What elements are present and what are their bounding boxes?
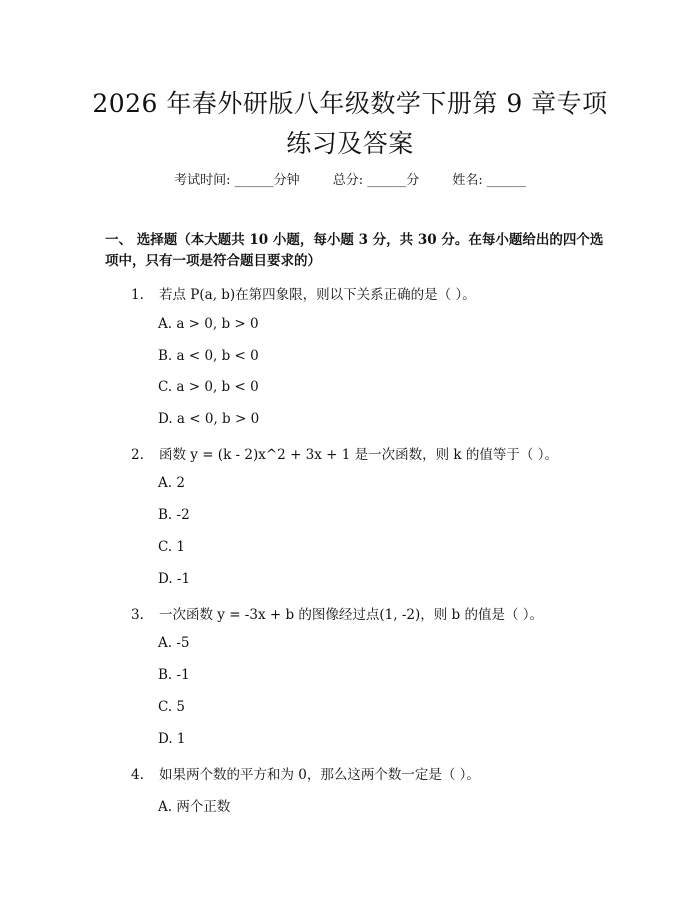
section-heading: 一、 选择题（本大题共 10 小题，每小题 3 分，共 30 分。在每小题给出的四个选项中，只有一项是符合题目要求的） (105, 232, 604, 269)
document-title (70, 84, 630, 164)
question-number: 1. (131, 287, 144, 303)
exam-total-score: 总分: ______分 (332, 173, 420, 188)
question-1-option-b: B. a < 0, b < 0 (158, 348, 259, 364)
question-3-option-a: A. -5 (158, 635, 190, 651)
student-name: 姓名: ______ (452, 173, 526, 188)
question-1-option-c: C. a > 0, b < 0 (158, 379, 259, 395)
question-1 (131, 283, 476, 303)
question-number: 3. (131, 607, 144, 623)
question-text: 一次函数 y = -3x + b 的图像经过点(1, -2)，则 b 的值是（ ）。 (159, 607, 544, 623)
question-1-option-d: D. a < 0, b > 0 (158, 411, 260, 427)
question-2-option-a: A. 2 (158, 475, 185, 491)
question-3 (131, 603, 543, 623)
question-2-option-d: D. -1 (158, 571, 191, 587)
exam-info (0, 169, 700, 188)
question-number: 4. (131, 767, 144, 783)
question-text: 如果两个数的平方和为 0，那么这两个数一定是（ ）。 (159, 767, 480, 783)
question-4-option-a: A. 两个正数 (158, 799, 231, 815)
question-1-option-a: A. a > 0, b > 0 (158, 316, 259, 332)
question-2-option-c: C. 1 (158, 539, 186, 555)
title-line-1: 2026 年春外研版八年级数学下册第 9 章专项 (92, 89, 608, 118)
question-text: 函数 y = (k - 2)x^2 + 3x + 1 是一次函数，则 k 的值等于（ ）。 (159, 447, 558, 463)
question-2 (131, 443, 558, 463)
question-2-option-b: B. -2 (158, 507, 190, 523)
question-text: 若点 P(a, b)在第四象限，则以下关系正确的是（ ）。 (159, 287, 476, 303)
question-3-option-d: D. 1 (158, 731, 186, 747)
question-number: 2. (131, 447, 144, 463)
question-3-option-b: B. -1 (158, 667, 190, 683)
exam-time: 考试时间: ______分钟 (174, 173, 300, 188)
question-4 (131, 763, 480, 783)
title-line-2: 练习及答案 (286, 129, 414, 158)
question-3-option-c: C. 5 (158, 699, 186, 715)
